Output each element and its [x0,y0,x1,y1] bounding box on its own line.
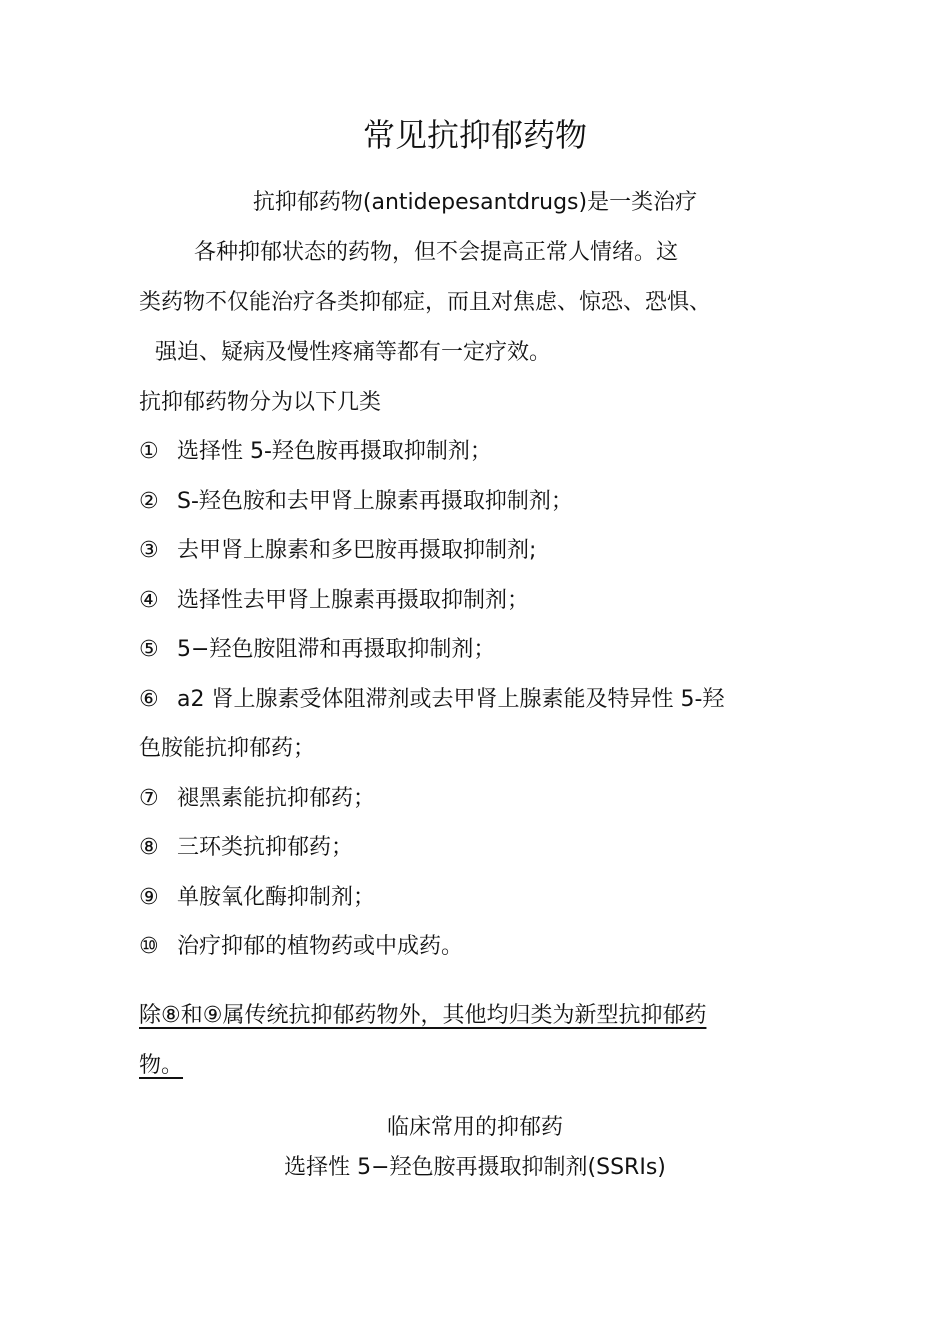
list-item [139,685,724,715]
list-number: ⑤ [139,637,159,662]
list-item [139,932,463,962]
list-number: ⑨ [139,885,159,910]
list-number: ④ [139,588,159,613]
list-number: ③ [139,538,159,563]
list-number: ⑧ [139,835,159,860]
list-item [139,883,375,913]
intro-line-1: 抗抑郁药物(antidepesantdrugs)是一类治疗 [252,190,698,215]
list-text: 5−羟色胺阻滞和再摄取抑制剂； [177,637,496,662]
note-line-2: 物。 [139,1053,184,1078]
note-line-1: 除⑧和⑨属传统抗抑郁药物外，其他均归类为新型抗抑郁药 [139,1003,707,1028]
intro-line-4: 强迫、疑病及慢性疼痛等都有一定疗效。 [155,340,552,365]
list-number: ① [139,439,159,464]
list-item [139,586,529,616]
list-number: ⑥ [139,687,159,712]
list-text: a2 肾上腺素受体阻滞剂或去甲肾上腺素能及特异性 5-羟 [177,687,725,712]
list-item-continuation: 色胺能抗抑郁药； [139,736,316,761]
list-item [139,635,495,665]
document-title: 常见抗抑郁药物 [362,116,587,154]
list-item [139,487,573,517]
intro-line-3: 类药物不仅能治疗各类抑郁症，而且对焦虑、惊恐、恐惧、 [139,290,712,315]
list-number: ⑩ [139,934,159,959]
list-text: 三环类抗抑郁药； [177,835,354,860]
list-text: 褪黑素能抗抑郁药； [177,786,376,811]
intro-line-2: 各种抑郁状态的药物，但不会提高正常人情绪。这 [194,240,679,265]
list-item [139,437,492,467]
list-item [139,833,353,863]
classification-heading: 抗抑郁药物分为以下几类 [139,390,382,415]
list-text: 单胺氧化酶抑制剂； [177,885,376,910]
list-text: S-羟色胺和去甲肾上腺素再摄取抑制剂； [177,489,573,514]
list-number: ② [139,489,159,514]
list-item [139,784,375,814]
section-heading: 临床常用的抑郁药 [386,1115,563,1140]
list-text: 去甲肾上腺素和多巴胺再摄取抑制剂; [177,538,537,563]
list-text: 选择性去甲肾上腺素再摄取抑制剂； [177,588,530,613]
list-item [139,536,536,566]
section-subheading: 选择性 5−羟色胺再摄取抑制剂(SSRIs) [284,1155,666,1180]
list-number: ⑦ [139,786,159,811]
list-text: 选择性 5-羟色胺再摄取抑制剂； [177,439,492,464]
list-text: 治疗抑郁的植物药或中成药。 [177,934,464,959]
